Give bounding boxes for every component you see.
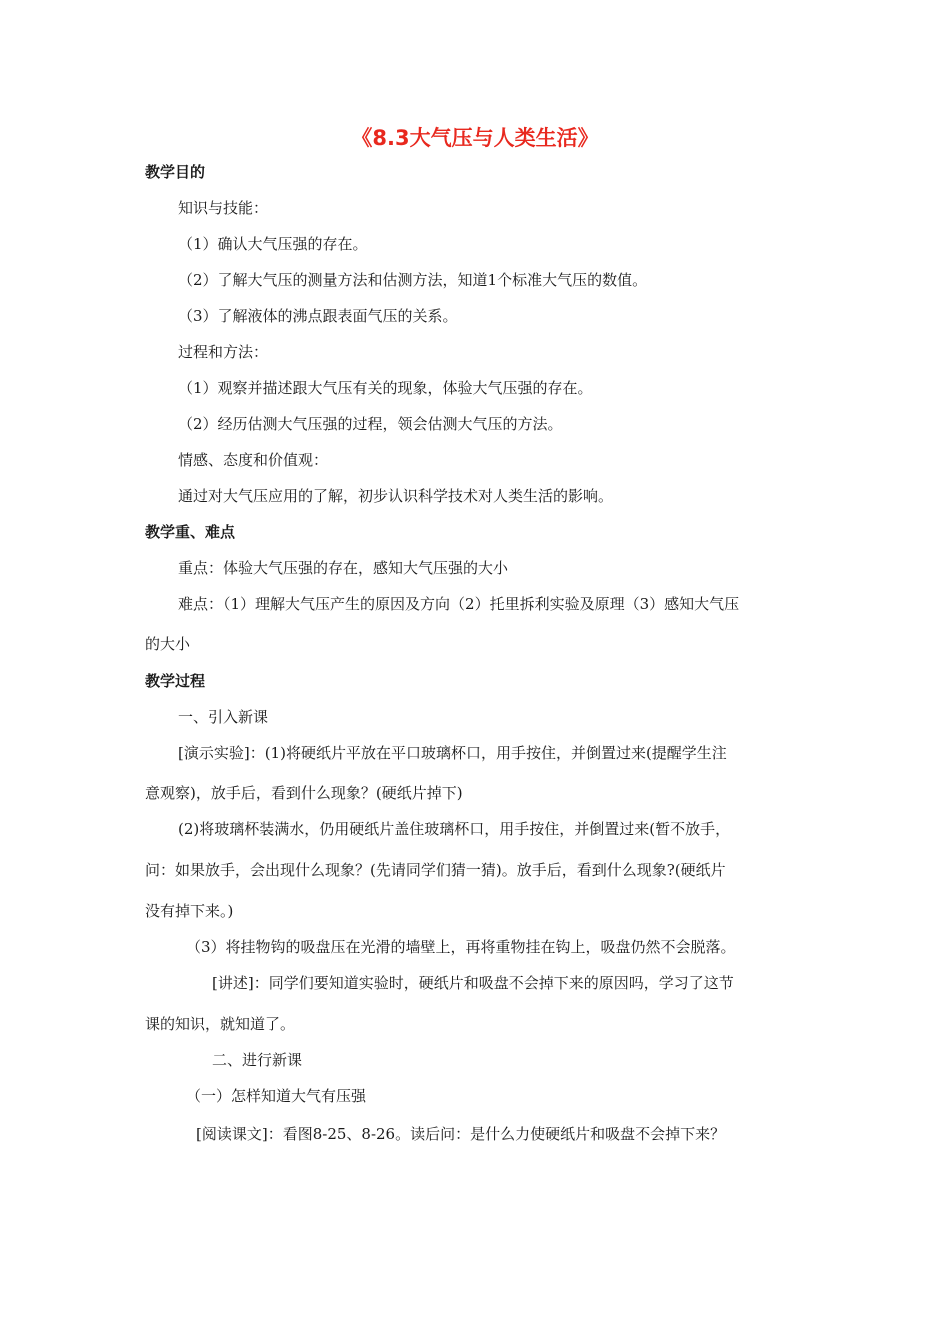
document-title: 《8.3大气压与人类生活》: [351, 126, 599, 150]
demo-experiment-2-line-1: (2)将玻璃杯装满水，仍用硬纸片盖住玻璃杯口，用手按住，并倒置过来(暂不放手，: [178, 820, 731, 838]
emotion-label: 情感、态度和价值观：: [178, 451, 329, 469]
key-point: 重点：体验大气压强的存在，感知大气压强的大小: [178, 559, 509, 577]
heading-key-difficult-points: 教学重、难点: [145, 523, 236, 541]
demo-experiment-line-1: [演示实验]：(1)将硬纸片平放在平口玻璃杯口，用手按住，并倒置过来(提醒学生注: [178, 744, 727, 762]
narration-line-2: 课的知识，就知道了。: [145, 1015, 296, 1033]
heading-teaching-process: 教学过程: [145, 672, 206, 690]
heading-teaching-goals: 教学目的: [145, 163, 206, 181]
demo-experiment-2-line-2: 问：如果放手，会出现什么现象？(先请同学们猜一猜)。放手后，看到什么现象?(硬纸片: [145, 861, 726, 879]
narration-line-1: [讲述]：同学们要知道实验时，硬纸片和吸盘不会掉下来的原因吗，学习了这节: [212, 974, 734, 992]
difficult-point-line-1: 难点：（1）理解大气压产生的原因及方向（2）托里拆利实验及原理（3）感知大气压: [178, 595, 740, 613]
subsection-atmospheric-pressure: （一）怎样知道大气有压强: [186, 1087, 367, 1105]
process-method-label: 过程和方法：: [178, 343, 269, 361]
reading-prompt: [阅读课文]：看图8-25、8-26。读后问：是什么力使硬纸片和吸盘不会掉下来？: [196, 1125, 726, 1143]
goal-emotion-1: 通过对大气压应用的了解，初步认识科学技术对人类生活的影响。: [178, 487, 614, 505]
goal-knowledge-3: （3）了解液体的沸点跟表面气压的关系。: [178, 307, 458, 325]
goal-knowledge-2: （2）了解大气压的测量方法和估测方法，知道1个标准大气压的数值。: [178, 271, 648, 289]
difficult-point-line-2: 的大小: [145, 635, 191, 653]
intro-new-lesson: 一、引入新课: [178, 708, 269, 726]
demo-experiment-3: （3）将挂物钩的吸盘压在光滑的墙壁上，再将重物挂在钩上，吸盘仍然不会脱落。: [186, 938, 736, 956]
new-lesson-heading: 二、进行新课: [212, 1051, 303, 1069]
knowledge-skills-label: 知识与技能：: [178, 199, 269, 217]
demo-experiment-line-2: 意观察)，放手后，看到什么现象？(硬纸片掉下): [145, 784, 463, 802]
goal-process-2: （2）经历估测大气压强的过程，领会估测大气压的方法。: [178, 415, 563, 433]
goal-process-1: （1）观察并描述跟大气压有关的现象，体验大气压强的存在。: [178, 379, 593, 397]
goal-knowledge-1: （1）确认大气压强的存在。: [178, 235, 368, 253]
demo-experiment-2-line-3: 没有掉下来。): [145, 902, 234, 920]
